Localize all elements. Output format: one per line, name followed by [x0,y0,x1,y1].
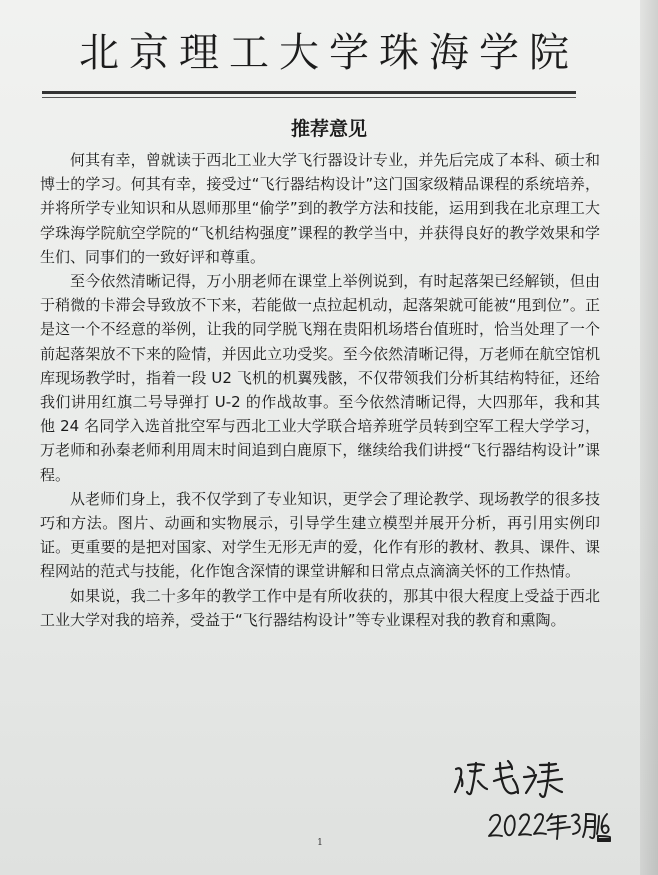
page-shadow-edge [640,0,658,875]
page-number: 1 [317,838,323,848]
paragraph-1: 何其有幸，曾就读于西北工业大学飞行器设计专业，并先后完成了本科、硕士和博士的学习。何其有幸，接受过“飞行器结构设计”这门国家级精品课程的系统培养，并将所学专业知识和从恩师那里“偷学”到的教学方法和技能，运用到我在北京理工大学珠海学院航空学院的“飞机结构强度”课程的教学当中，并获得良好的教学效果和学生们、同事们的一致好评和尊重。 [40,151,600,266]
letterhead-rule-thick [42,91,576,94]
paragraph-2: 至今依然清晰记得，万小朋老师在课堂上举例说到，有时起落架已经解锁，但由于稍微的卡滞会导致放不下来，若能做一点拉起机动，起落架就可能被“甩到位”。正是这一个不经意的举例，让我的同学脱飞翔在贵阳机场塔台值班时，恰当处理了一个前起落架放不下来的险情，并因此立功受奖。至今依然清晰记得，万老师在航空馆机库现场教学时，指着一段 U2 飞机的机翼残骸，不仅带领我们分析其结构特征，还给我们讲用红旗二号导弹打 U-2 的作战故事。至今依然清晰记得，大四那年，我和其他 24 名同学入选首批空军与西北工业大学联合培养班学员转到空军工程大学学习，万老师和孙秦老师利用周末时间追到白鹿原下，继续给我们讲授“飞行器结构设计”课程。 [40,272,600,484]
handwritten-date [486,806,616,842]
handwritten-signature [450,755,570,805]
document-heading: 推荐意见 [290,118,367,140]
paragraph-4: 如果说，我二十多年的教学工作中是有所收获的，那其中很大程度上受益于西北工业大学对我的培养，受益于“飞行器结构设计”等专业课程对我的教育和熏陶。 [40,586,600,629]
paragraph-3: 从老师们身上，我不仅学到了专业知识，更学会了理论教学、现场教学的很多技巧和方法。图片、动画和实物展示，引导学生建立模型并展开分析，再引用实例印证。更重要的是把对国家、对学生无形无声的爱，化作有形的教材、教具、课件、课程网站的范式与技能，化作饱含深情的课堂讲解和日常点点滴滴关怀的工作热情。 [40,489,600,581]
letterhead-rule-thin [42,97,576,98]
document-body [40,148,600,632]
institution-letterhead: 北京理工大学珠海学院 [79,30,579,76]
